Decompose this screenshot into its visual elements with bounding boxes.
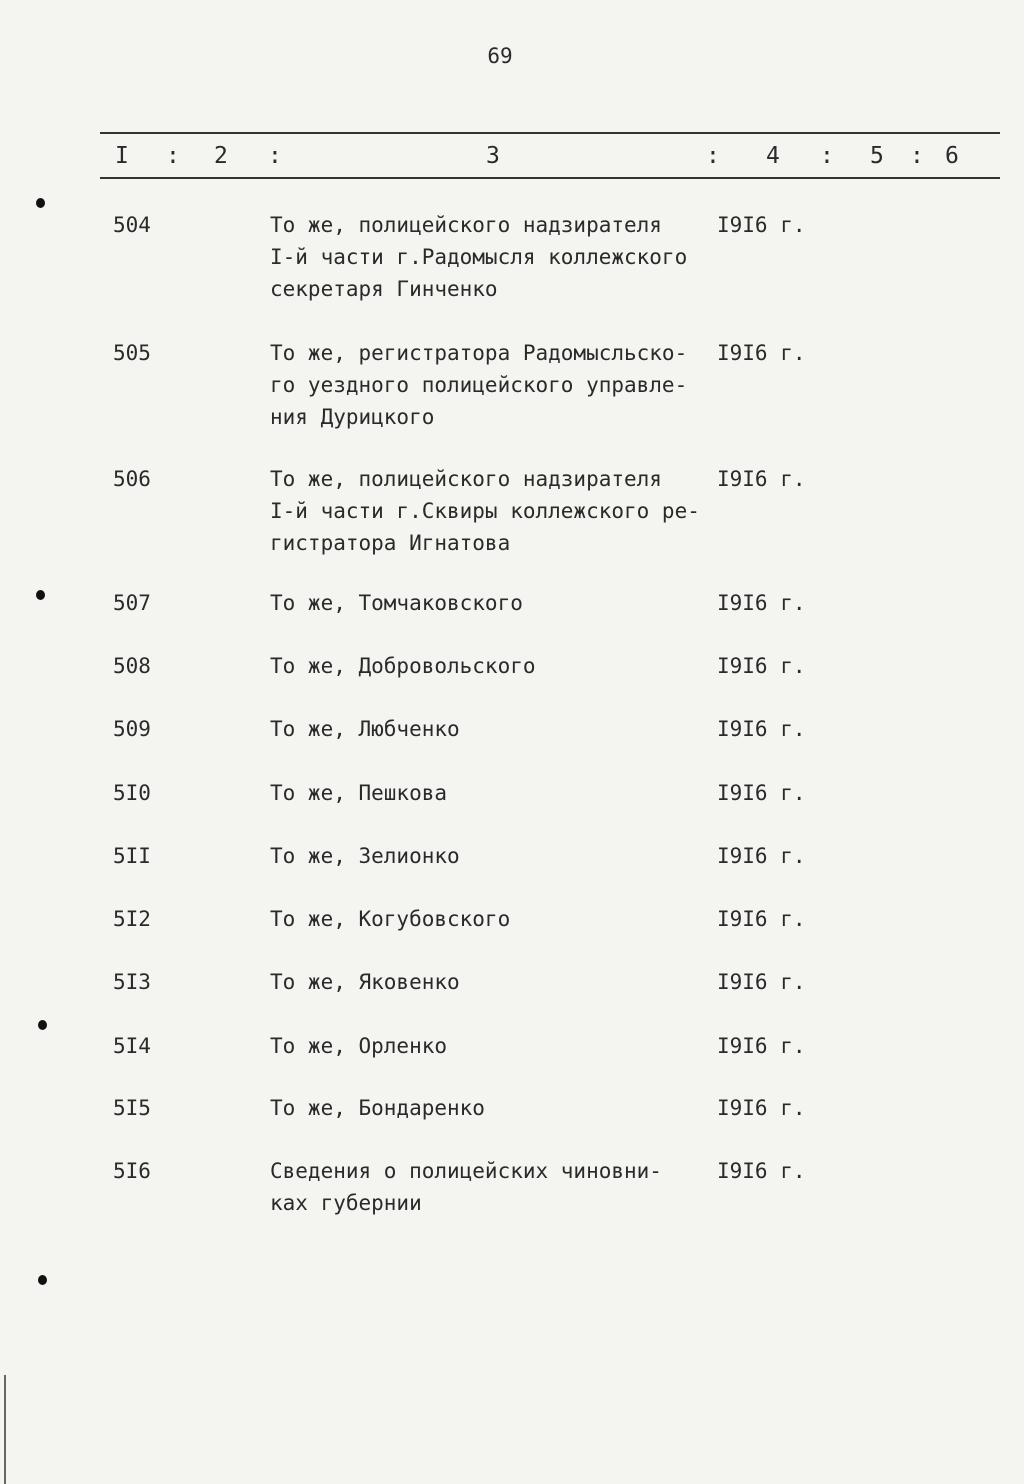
row-year: I9I6 г. — [717, 781, 806, 805]
header-separator: : — [910, 143, 924, 169]
row-number: 5I6 — [113, 1159, 151, 1183]
row-description: То же, Пешкова — [270, 781, 448, 805]
row-number: 505 — [113, 341, 151, 365]
row-description: То же, Яковенко — [270, 970, 460, 994]
row-description: Сведения о полицейских чиновни- ках губернии — [270, 1159, 662, 1215]
row-description: То же, полицейского надзирателя I-й части г.Сквиры коллежского ре- гистратора Игнатова — [270, 467, 700, 555]
row-year: I9I6 г. — [717, 591, 806, 615]
binder-hole-mark — [38, 1275, 47, 1285]
row-description: То же, Бондаренко — [270, 1096, 485, 1120]
binder-hole-mark — [36, 590, 45, 600]
row-description: То же, Томчаковского — [270, 591, 523, 615]
header-rule-top — [100, 132, 1000, 134]
row-year: I9I6 г. — [717, 717, 806, 741]
row-number: 5I3 — [113, 970, 151, 994]
row-year: I9I6 г. — [717, 1096, 806, 1120]
header-separator: : — [820, 143, 834, 169]
row-number: 5II — [113, 844, 151, 868]
page-number: 69 — [487, 44, 513, 68]
row-description: То же, Любченко — [270, 717, 460, 741]
row-number: 5I2 — [113, 907, 151, 931]
row-year: I9I6 г. — [717, 844, 806, 868]
header-col-1: I — [115, 143, 129, 169]
row-year: I9I6 г. — [717, 341, 806, 365]
row-year: I9I6 г. — [717, 213, 806, 237]
row-description: То же, полицейского надзирателя I-й части г.Радомысля коллежского секретаря Гинченко — [270, 213, 688, 301]
header-rule-bottom — [100, 177, 1000, 179]
header-col-5: 5 — [870, 143, 884, 169]
row-number: 5I0 — [113, 781, 151, 805]
row-number: 508 — [113, 654, 151, 678]
header-separator: : — [166, 143, 180, 169]
row-year: I9I6 г. — [717, 1159, 806, 1183]
row-number: 509 — [113, 717, 151, 741]
row-description: То же, Орленко — [270, 1034, 448, 1058]
row-number: 504 — [113, 213, 151, 237]
binder-hole-mark — [36, 198, 45, 208]
row-number: 5I5 — [113, 1096, 151, 1120]
row-year: I9I6 г. — [717, 970, 806, 994]
row-number: 507 — [113, 591, 151, 615]
header-col-2: 2 — [214, 143, 228, 169]
header-separator: : — [268, 143, 282, 169]
scan-edge-line — [4, 1375, 6, 1484]
header-col-6: 6 — [945, 143, 959, 169]
row-year: I9I6 г. — [717, 1034, 806, 1058]
row-description: То же, регистратора Радомысльско- го уездного полицейского управле- ния Дурицкого — [270, 341, 688, 429]
row-description: То же, Добровольского — [270, 654, 536, 678]
row-year: I9I6 г. — [717, 907, 806, 931]
row-number: 5I4 — [113, 1034, 151, 1058]
binder-hole-mark — [38, 1020, 47, 1030]
row-year: I9I6 г. — [717, 467, 806, 491]
row-number: 506 — [113, 467, 151, 491]
row-year: I9I6 г. — [717, 654, 806, 678]
row-description: То же, Зелионко — [270, 844, 460, 868]
header-col-4: 4 — [766, 143, 780, 169]
header-col-3: 3 — [486, 143, 500, 169]
header-separator: : — [706, 143, 720, 169]
row-description: То же, Когубовского — [270, 907, 511, 931]
